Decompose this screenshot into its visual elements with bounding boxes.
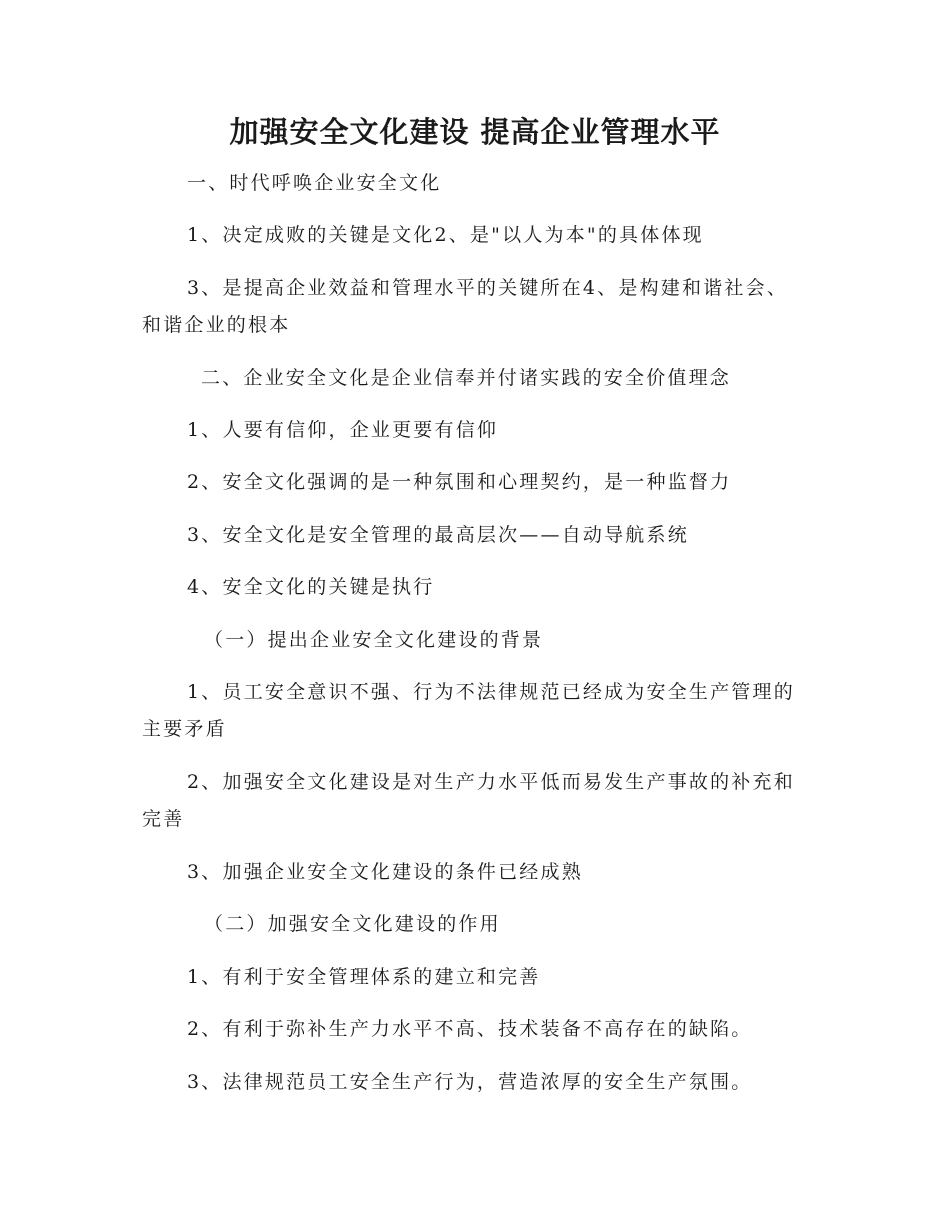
paragraph-line: 4、安全文化的关键是执行 bbox=[187, 576, 435, 598]
paragraph-continuation bbox=[142, 799, 822, 839]
paragraph-line: 2、有利于弥补生产力水平不高、技术装备不高存在的缺陷。 bbox=[187, 1018, 753, 1040]
paragraph bbox=[142, 957, 822, 997]
paragraph-line: （一）提出企业安全文化建设的背景 bbox=[204, 629, 544, 651]
paragraph bbox=[142, 852, 822, 892]
paragraph-continuation bbox=[142, 305, 822, 345]
paragraph-line: 3、是提高企业效益和管理水平的关键所在4、是构建和谐社会、 bbox=[187, 277, 788, 299]
paragraph bbox=[142, 1009, 822, 1049]
paragraph-continuation bbox=[142, 709, 822, 749]
paragraph bbox=[142, 672, 822, 712]
paragraph-line: 1、人要有信仰，企业更要有信仰 bbox=[187, 419, 499, 441]
section-heading-1 bbox=[142, 163, 822, 203]
paragraph-line: 3、加强企业安全文化建设的条件已经成熟 bbox=[187, 861, 583, 883]
paragraph-line: 和谐企业的根本 bbox=[142, 314, 291, 336]
section-heading-2 bbox=[142, 358, 822, 398]
paragraph-line: 2、加强安全文化建设是对生产力水平低而易发生产事故的补充和 bbox=[187, 771, 795, 793]
paragraph bbox=[142, 410, 822, 450]
paragraph-line: 1、员工安全意识不强、行为不法律规范已经成为安全生产管理的 bbox=[187, 681, 795, 703]
paragraph-line: 二、企业安全文化是企业信奉并付诸实践的安全价值理念 bbox=[201, 367, 732, 389]
paragraph-line: 一、时代呼唤企业安全文化 bbox=[187, 172, 442, 194]
paragraph bbox=[142, 762, 822, 802]
paragraph-line: 1、决定成败的关键是文化2、是"以人为本"的具体体现 bbox=[187, 224, 704, 246]
subsection-heading-2 bbox=[142, 904, 822, 944]
document-title: 加强安全文化建设 提高企业管理水平 bbox=[229, 115, 721, 149]
paragraph-line: 3、安全文化是安全管理的最高层次——自动导航系统 bbox=[187, 524, 689, 546]
paragraph-line: 3、法律规范员工安全生产行为，营造浓厚的安全生产氛围。 bbox=[187, 1071, 753, 1093]
paragraph bbox=[142, 1062, 822, 1102]
paragraph-line: 2、安全文化强调的是一种氛围和心理契约，是一种监督力 bbox=[187, 471, 732, 493]
paragraph-line: 主要矛盾 bbox=[142, 718, 227, 740]
paragraph bbox=[142, 567, 822, 607]
paragraph-line: （二）加强安全文化建设的作用 bbox=[204, 913, 501, 935]
paragraph bbox=[142, 462, 822, 502]
subsection-heading-1 bbox=[142, 620, 822, 660]
paragraph bbox=[142, 268, 822, 308]
paragraph-line: 完善 bbox=[142, 808, 185, 830]
paragraph bbox=[142, 215, 822, 255]
paragraph-line: 1、有利于安全管理体系的建立和完善 bbox=[187, 966, 541, 988]
paragraph bbox=[142, 515, 822, 555]
